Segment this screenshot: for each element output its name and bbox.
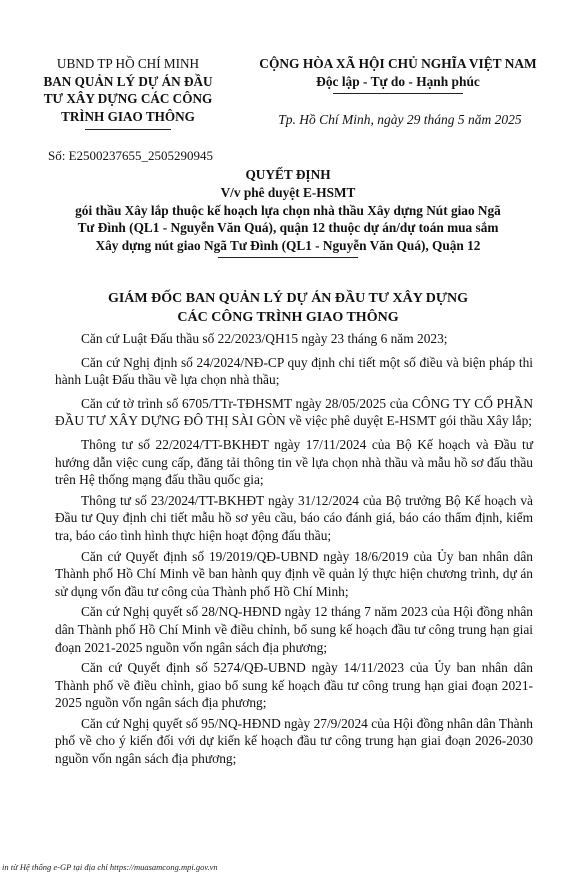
parent-agency: UBND TP HỒ CHÍ MINH bbox=[56, 56, 200, 71]
legal-basis-paragraph: Căn cứ tờ trình số 6705/TTr-TĐHSMT ngày 28/05/2025 của CÔNG TY CỔ PHẦN ĐẦU TƯ XÂY DỰNG ĐÔ THỊ SÀI GÒN về việc phê duyệt E-HSMT gói thầu Xây lắp; bbox=[55, 395, 533, 429]
agency-name-line-1: BAN QUẢN LÝ DỰ ÁN ĐẦU bbox=[43, 73, 213, 89]
issuing-authority bbox=[40, 290, 536, 327]
country-name: CỘNG HÒA XÃ HỘI CHỦ NGHĨA VIỆT NAM bbox=[259, 56, 537, 71]
decision-title bbox=[40, 166, 536, 258]
agency-name-line-2: TƯ XÂY DỰNG CÁC CÔNG bbox=[43, 91, 213, 106]
print-source-footer: in từ Hệ thống e-GP tại địa chỉ https://muasamcong.mpi.gov.vn bbox=[2, 862, 218, 872]
document-number: Số: E2500237655_2505290945 bbox=[48, 148, 214, 163]
authority-line-1: GIÁM ĐỐC BAN QUẢN LÝ DỰ ÁN ĐẦU TƯ XÂY DỰNG bbox=[107, 291, 469, 306]
issuing-agency-header bbox=[22, 55, 234, 130]
national-header bbox=[238, 55, 558, 94]
national-motto: Độc lập - Tự do - Hạnh phúc bbox=[316, 74, 480, 89]
document-subject: V/v phê duyệt E-HSMT bbox=[220, 184, 356, 200]
document-type: QUYẾT ĐỊNH bbox=[245, 167, 331, 182]
legal-basis-paragraph: Thông tư số 23/2024/TT-BKHĐT ngày 31/12/2024 của Bộ trưởng Bộ Kế hoạch và Đầu tư Quy định chi tiết mẫu hồ sơ yêu cầu, báo cáo đánh giá, báo cáo thẩm định, kiểm tra, báo cáo tình hình thực hiện hoạt động đấu thầu; bbox=[55, 492, 533, 543]
issue-date: Tp. Hồ Chí Minh, ngày 29 tháng 5 năm 2025 bbox=[278, 112, 522, 127]
subject-line-1: gói thầu Xây lắp thuộc kế hoạch lựa chọn nhà thầu Xây dựng Nút giao Ngã bbox=[75, 202, 501, 218]
title-underline bbox=[218, 257, 358, 258]
legal-basis-paragraph: Căn cứ Nghị quyết số 95/NQ-HĐND ngày 27/9/2024 của Hội đồng nhân dân Thành phố về cho ý kiến đối với dự kiến kế hoạch đầu tư công trung hạn giai đoạn 2026-2030 nguồn vốn ngân sách địa phương; bbox=[55, 715, 533, 767]
legal-basis-paragraph: Căn cứ Luật Đấu thầu số 22/2023/QH15 ngày 23 tháng 6 năm 2023; bbox=[81, 331, 448, 346]
legal-basis-paragraph: Thông tư số 22/2024/TT-BKHĐT ngày 17/11/2024 của Bộ Kế hoạch và Đầu tư hướng dẫn việc cung cấp, đăng tải thông tin về lựa chọn nhà thầu và mẫu hồ sơ đấu thầu trên Hệ thống mạng đấu thầu quốc gia; bbox=[55, 436, 533, 488]
legal-basis-paragraph: Căn cứ Nghị quyết số 28/NQ-HĐND ngày 12 tháng 7 năm 2023 của Hội đồng nhân dân Thành phố Hồ Chí Minh về điều chỉnh, bổ sung kế hoạch đầu tư công trung hạn giai đoạn 2021-2025 nguồn vốn ngân sách địa phương; bbox=[55, 604, 533, 655]
legal-basis-paragraph: Căn cứ Nghị định số 24/2024/NĐ-CP quy định chi tiết một số điều và biện pháp thi hành Luật Đấu thầu về lựa chọn nhà thầu; bbox=[55, 354, 533, 388]
motto-underline bbox=[333, 93, 463, 94]
subject-line-3: Xây dựng nút giao Ngã Tư Đình (QL1 - Nguyễn Văn Quá), Quận 12 bbox=[95, 238, 481, 254]
agency-name-line-3: TRÌNH GIAO THÔNG bbox=[61, 108, 195, 124]
legal-basis-paragraph: Căn cứ Quyết định số 5274/QĐ-UBND ngày 14/11/2023 của Ủy ban nhân dân Thành phố về điều chỉnh, giao bổ sung kế hoạch đầu tư công trung hạn giai đoạn 2021-2025 nguồn vốn ngân sách địa phương; bbox=[55, 660, 533, 711]
legal-basis-section bbox=[55, 330, 533, 771]
legal-basis-paragraph: Căn cứ Quyết định số 19/2019/QĐ-UBND ngày 18/6/2019 của Ủy ban nhân dân Thành phố Hồ Chí Minh về ban hành quy định về quản lý thực hiện chương trình, dự án sử dụng vốn đầu tư công của Thành phố Hồ Chí Minh; bbox=[55, 548, 533, 599]
agency-underline bbox=[85, 129, 171, 130]
subject-line-2: Tư Đình (QL1 - Nguyễn Văn Quá), quận 12 thuộc dự án/dự toán mua sắm bbox=[77, 220, 499, 236]
authority-line-2: CÁC CÔNG TRÌNH GIAO THÔNG bbox=[177, 309, 399, 325]
